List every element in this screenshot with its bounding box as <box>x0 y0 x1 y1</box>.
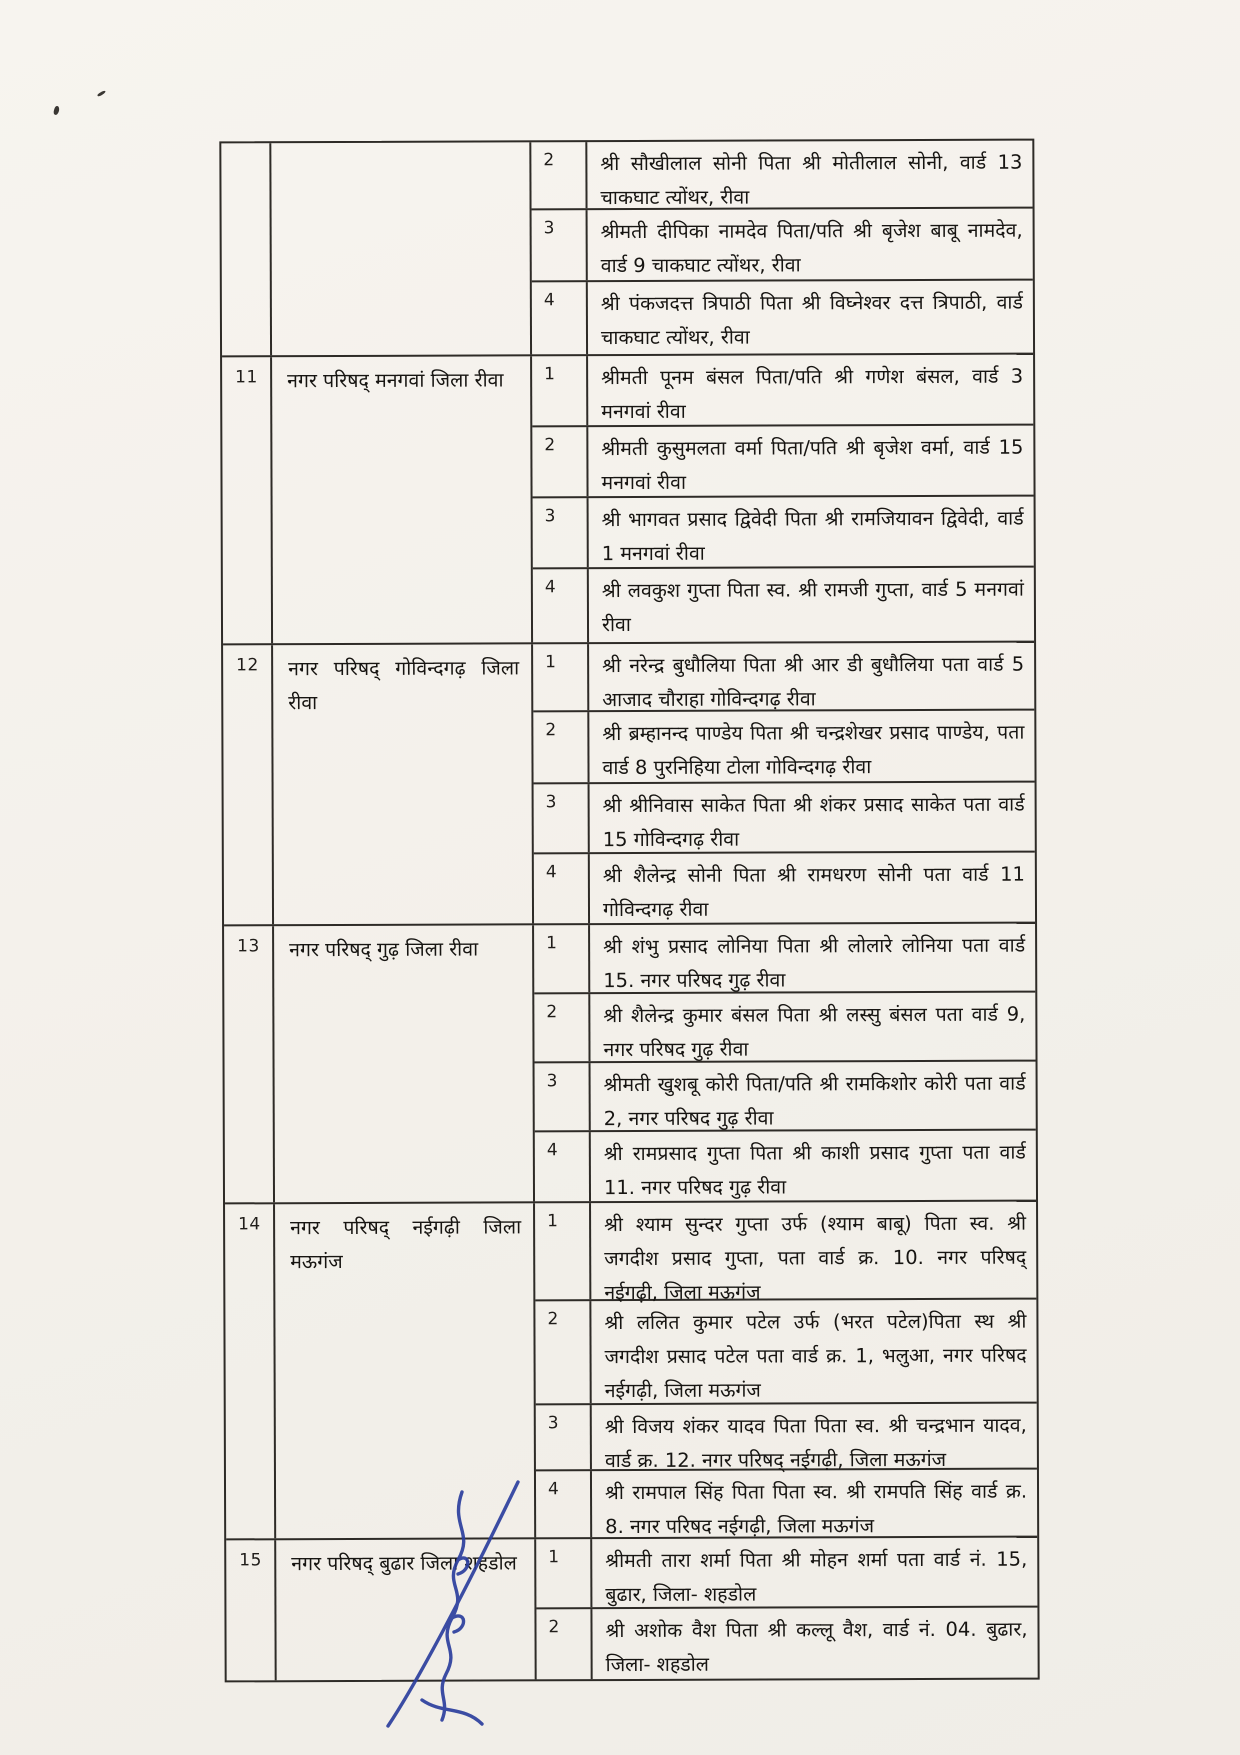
table-row-group <box>226 1538 1037 1681</box>
entry-text-cell: श्री रामपाल सिंह पिता पिता स्व. श्री रामपति सिंह वार्ड क्र. 8. नगर परिषद नईगढ़ी, जिला मऊगंज <box>604 1479 1028 1539</box>
entry-text-cell: श्री शंभु प्रसाद लोनिया पिता श्री लोलारे लोनिया पता वार्ड 15. नगर परिषद गुढ़ रीवा <box>603 933 1026 993</box>
serial-cell <box>221 143 272 355</box>
body-name-cell: नगर परिषद् नईगढ़ी जिला मऊगंज <box>275 1203 536 1538</box>
entries-column <box>534 924 1036 1202</box>
entry-text-cell: श्री शैलेन्द्र सोनी पिता श्री रामधरण सोनी पता वार्ड 11 गोविन्दगढ़ रीवा <box>602 862 1025 922</box>
entry-text-cell: श्रीमती तारा शर्मा पिता श्री मोहन शर्मा पता वार्ड नं. 15, बुढार, जिला- शहडोल <box>605 1547 1028 1607</box>
entry-number-cell: 1 <box>533 644 589 710</box>
entry-number-cell: 3 <box>535 1063 591 1130</box>
entry-text-cell: श्रीमती खुशबू कोरी पिता/पति श्री रामकिशोर कोरी पता वार्ड 2, नगर परिषद गुढ़ रीवा <box>603 1071 1026 1131</box>
table-row <box>532 355 1033 428</box>
entry-text-cell: श्री सौखीलाल सोनी पिता श्री मोतीलाल सोनी, वार्ड 13 चाकघाट त्योंथर, रीवा <box>600 150 1023 210</box>
body-name-cell: नगर परिषद् गोविन्दगढ़ जिला रीवा <box>273 644 534 924</box>
entry-text-cell: श्रीमती दीपिका नामदेव पिता/पति श्री बृजेश बाबू नामदेव, वार्ड 9 चाकघाट त्योंथर, रीवा <box>600 218 1023 278</box>
entry-number-cell: 2 <box>532 427 588 496</box>
entry-text-cell: श्री रामप्रसाद गुप्ता पिता श्री काशी प्रसाद गुप्ता पता वार्ड 11. नगर परिषद गुढ़ रीवा <box>603 1140 1026 1200</box>
table-row <box>534 993 1035 1064</box>
table-row-group <box>221 141 1033 358</box>
entry-number-cell: 2 <box>534 994 590 1061</box>
table-row-group <box>224 924 1036 1205</box>
table-row <box>533 568 1034 643</box>
table-row <box>534 783 1035 855</box>
body-name-cell: नगर परिषद् बुढार जिला शहडोल <box>276 1539 536 1680</box>
scan-speck <box>53 105 61 115</box>
entries-column <box>535 1202 1037 1538</box>
table-row <box>533 497 1034 570</box>
serial-cell: 11 <box>222 357 273 643</box>
entry-text-cell: श्री पंकजदत्त त्रिपाठी पिता श्री विघ्नेश्वर दत्त त्रिपाठी, वार्ड चाकघाट त्योंथर, रीवा <box>600 290 1023 350</box>
table-row <box>532 281 1033 355</box>
entry-text-cell: श्रीमती कुसुमलता वर्मा पिता/पति श्री बृजेश वर्मा, वार्ड 15 मनगवां रीवा <box>601 435 1024 495</box>
entries-column <box>532 355 1034 643</box>
table-row <box>535 1131 1036 1202</box>
body-name-cell <box>271 142 532 355</box>
table-row <box>531 141 1032 211</box>
table-row <box>532 426 1033 499</box>
table-row-group <box>222 355 1034 646</box>
entry-number-cell: 4 <box>536 1471 592 1537</box>
entry-number-cell: 2 <box>536 1609 592 1679</box>
entry-number-cell: 2 <box>531 142 587 208</box>
scan-speck <box>97 90 106 97</box>
entry-number-cell: 3 <box>532 210 588 280</box>
table-row <box>532 209 1033 283</box>
serial-cell: 14 <box>225 1204 276 1538</box>
entry-text-cell: श्री ब्रम्हानन्द पाण्डेय पिता श्री चन्द्रशेखर प्रसाद पाण्डेय, पता वार्ड 8 पुरनिहिया टोला गोविन्दगढ़ रीवा <box>602 720 1025 780</box>
entry-text-cell: श्री श्याम सुन्दर गुप्ता उर्फ (श्याम बाबू) पिता स्व. श्री जगदीश प्रसाद गुप्ता, पता वार्ड क्र. 10. नगर परिषद् नईगढ़ी, जिला मऊगंज <box>604 1211 1027 1305</box>
table-row <box>536 1470 1037 1538</box>
table-row <box>533 643 1034 713</box>
table-row-group <box>223 643 1035 927</box>
body-name-cell: नगर परिषद् मनगवां जिला रीवा <box>272 356 533 643</box>
entry-text-cell: श्री श्रीनिवास साकेत पिता श्री शंकर प्रसाद साकेत पता वार्ड 15 गोविन्दगढ़ रीवा <box>602 792 1025 852</box>
entry-number-cell: 4 <box>534 854 590 923</box>
entry-text-cell: श्रीमती पूनम बंसल पिता/पति श्री गणेश बंसल, वार्ड 3 मनगवां रीवा <box>601 364 1024 424</box>
entry-text-cell: श्री भागवत प्रसाद द्विवेदी पिता श्री रामजियावन द्विवेदी, वार्ड 1 मनगवां रीवा <box>601 506 1024 566</box>
table-row <box>535 1202 1036 1305</box>
table-row <box>534 853 1035 924</box>
entry-number-cell: 3 <box>536 1405 592 1469</box>
entry-text-cell: श्री अशोक वैश पिता श्री कल्लू वैश, वार्ड नं. 04. बुढार, जिला- शहडोल <box>605 1617 1028 1677</box>
entries-column <box>536 1538 1037 1680</box>
table-row <box>534 924 1035 995</box>
entry-number-cell: 2 <box>535 1301 591 1403</box>
body-name-cell: नगर परिषद् गुढ़ जिला रीवा <box>274 925 535 1202</box>
entry-text-cell: श्री शैलेन्द्र कुमार बंसल पिता श्री लस्सु बंसल पता वार्ड 9, नगर परिषद गुढ़ रीवा <box>603 1002 1026 1062</box>
table-row <box>536 1608 1037 1680</box>
entries-column <box>531 141 1033 355</box>
serial-cell: 13 <box>224 926 275 1202</box>
entry-text-cell: श्री ललित कुमार पटेल उर्फ (भरत पटेल)पिता स्थ श्री जगदीश प्रसाद पटेल पता वार्ड क्र. 1, भलुआ, नगर परिषद नईगढ़ी, जिला मऊगंज <box>604 1309 1027 1403</box>
entry-number-cell: 1 <box>535 1203 591 1299</box>
table-row <box>533 711 1034 785</box>
table-row <box>536 1538 1037 1610</box>
entry-number-cell: 1 <box>536 1539 592 1607</box>
entry-number-cell: 4 <box>533 569 589 642</box>
serial-cell: 12 <box>223 645 274 924</box>
table-row <box>535 1062 1036 1133</box>
entry-number-cell: 4 <box>532 282 588 354</box>
entry-text-cell: श्री नरेन्द्र बुधौलिया पिता श्री आर डी बुधौलिया पता वार्ड 5 आजाद चौराहा गोविन्दगढ़ रीवा <box>602 652 1025 712</box>
entry-number-cell: 4 <box>535 1132 591 1201</box>
entry-number-cell: 3 <box>533 498 589 567</box>
entry-text-cell: श्री लवकुश गुप्ता पिता स्व. श्री रामजी गुप्ता, वार्ड 5 मनगवां रीवा <box>601 577 1024 637</box>
entry-text-cell: श्री विजय शंकर यादव पिता पिता स्व. श्री चन्द्रभान यादव, वार्ड क्र. 12. नगर परिषद् नईगढ़ी, जिला मऊगंज <box>604 1413 1027 1473</box>
signature-ink <box>366 1448 536 1738</box>
serial-cell: 15 <box>226 1540 276 1680</box>
table-row <box>535 1300 1036 1406</box>
entry-number-cell: 3 <box>534 784 590 852</box>
entry-number-cell: 1 <box>532 356 588 425</box>
entry-number-cell: 2 <box>533 712 589 782</box>
entries-column <box>533 643 1035 924</box>
candidates-table <box>219 139 1039 1683</box>
table-row <box>536 1404 1037 1472</box>
table-row-group <box>225 1202 1037 1541</box>
entry-number-cell: 1 <box>534 925 590 992</box>
